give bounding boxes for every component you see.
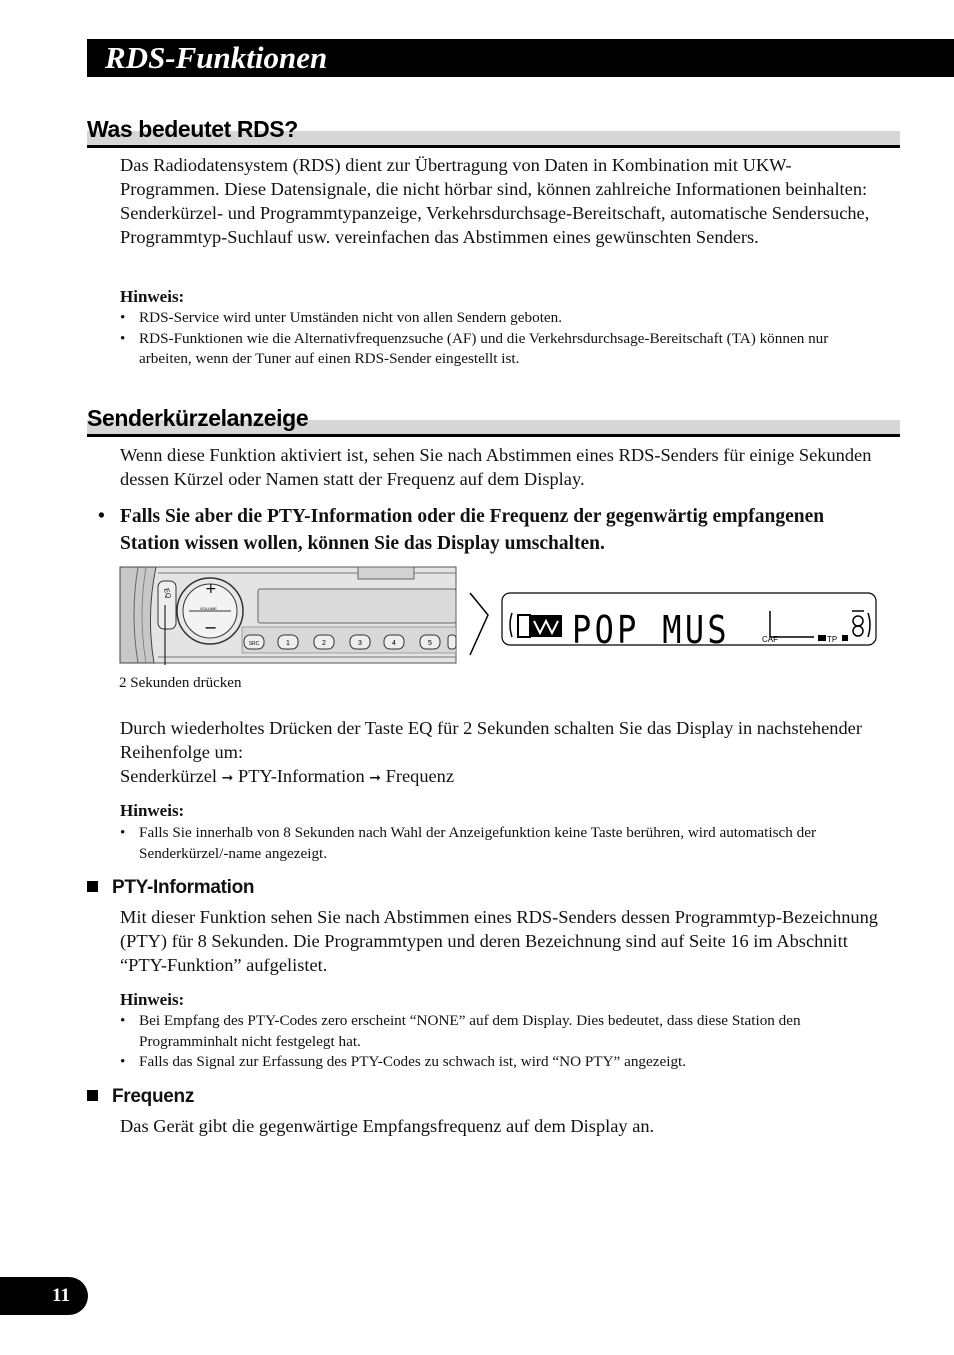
car-stereo-figure (118, 565, 880, 665)
sequence-item: Frequenz (385, 766, 455, 786)
rds-hint-title: Hinweis: (120, 287, 185, 306)
preset-4-label: 4 (392, 640, 396, 647)
arrow-right-icon: ➞ (221, 770, 234, 786)
head-unit-illustration (120, 567, 456, 665)
square-bullet-icon (87, 1090, 98, 1101)
senderkuerzel-hints (120, 823, 880, 864)
subsection-heading-pty: PTY-Information (87, 877, 254, 899)
list-item: • Falls das Signal zur Erfassung des PTY-Codes zu schwach ist, wird “NO PTY” angezeigt. (120, 1052, 880, 1073)
pty-paragraph: Mit dieser Funktion sehen Sie nach Abstimmen eines RDS-Senders dessen Programmtyp-Bezeichnung (PTY) für 8 Sekunden. Die Programmtypen und deren Bezeichnung sind auf Seite 16 im Abschnitt “PTY-Funktion” aufgelistet. (120, 907, 878, 975)
svg-text:+: + (205, 581, 217, 597)
pty-hint-title: Hinweis: (120, 990, 185, 1009)
frequenz-paragraph: Das Gerät gibt die gegenwärtige Empfangsfrequenz auf dem Display an. (120, 1116, 655, 1136)
display-sequence (120, 764, 880, 790)
subsection-heading-frequenz: Frequenz (87, 1086, 194, 1108)
pty-hints (120, 1011, 880, 1073)
sequence-item: Senderkürzel (120, 766, 218, 786)
rds-hints (120, 308, 880, 370)
preset-5-label: 5 (428, 640, 432, 647)
page-title: RDS-Funktionen (105, 40, 328, 75)
rds-paragraph: Das Radiodatensystem (RDS) dient zur Übertragung von Daten in Kombination mit UKW-Programmen. Diese Datensignale, die nicht hörbar sind, können zahlreiche Informationen beinhalten: Senderkürzel- und Programmtypanzeige, Verkehrsdurchsage-Bereitschaft, automatische Sendersuche, Programmtyp-Suchlauf usw. vereinfachen das Abstimmen eines gewünschten Senders. (120, 155, 870, 247)
list-item: • RDS-Funktionen wie die Alternativfrequenzsuche (AF) und die Verkehrsdurchsage-Bereitschaft (TA) können nur arbeiten, wenn der Tuner auf einen RDS-Sender eingestellt ist. (120, 329, 880, 370)
senderkuerzel-hint-title: Hinweis: (120, 801, 185, 820)
section-heading-rds (87, 116, 900, 148)
section-heading-senderkuerzel (87, 405, 900, 437)
arrow-right-icon: ➞ (369, 770, 381, 786)
volume-label: VOLUME (200, 606, 217, 611)
preset-3-label: 3 (358, 640, 362, 647)
eq-button-label: EQ (162, 587, 172, 600)
preset-1-label: 1 (286, 640, 290, 647)
figure-caption: 2 Sekunden drücken (119, 675, 242, 691)
preset-2-label: 2 (322, 640, 326, 647)
display-text: POP MUS (572, 608, 730, 652)
svg-text:−: − (204, 618, 218, 637)
title-bar (87, 39, 954, 77)
square-bullet-icon (87, 881, 98, 892)
lcd-display (502, 593, 876, 652)
src-button-label: SRC (248, 641, 260, 647)
page-number: 11 (52, 1285, 70, 1306)
chevron-right-icon (470, 593, 488, 655)
list-item: • Falls Sie innerhalb von 8 Sekunden nach Wahl der Anzeigefunktion keine Taste berühren, wird automatisch der Senderkürzel/-name angezeigt. (120, 823, 880, 864)
senderkuerzel-bold-bullet: • Falls Sie aber die PTY-Information oder die Frequenz der gegenwärtig empfangenen Station wissen wollen, können Sie das Display umschalten. (98, 506, 825, 554)
sequence-item: PTY-Information (237, 766, 365, 786)
caf-indicator: CAF (762, 635, 778, 644)
senderkuerzel-paragraph-2: Durch wiederholtes Drücken der Taste EQ für 2 Sekunden schalten Sie das Display in nachstehender Reihenfolge um: (120, 718, 862, 762)
list-item: • RDS-Service wird unter Umständen nicht von allen Sendern geboten. (120, 308, 880, 329)
section-heading-senderkuerzel-text: Senderkürzelanzeige (87, 405, 309, 431)
tp-indicator: TP (827, 635, 838, 644)
senderkuerzel-paragraph: Wenn diese Funktion aktiviert ist, sehen Sie nach Abstimmen eines RDS-Senders für einige Sekunden dessen Kürzel oder Namen statt der Frequenz auf dem Display. (120, 445, 872, 489)
section-heading-rds-text: Was bedeutet RDS? (87, 116, 298, 142)
page-number-tab (0, 1277, 88, 1315)
list-item: • Bei Empfang des PTY-Codes zero erscheint “NONE” auf dem Display. Dies bedeutet, dass diese Station den Programminhalt nicht festgelegt hat. (120, 1011, 880, 1052)
